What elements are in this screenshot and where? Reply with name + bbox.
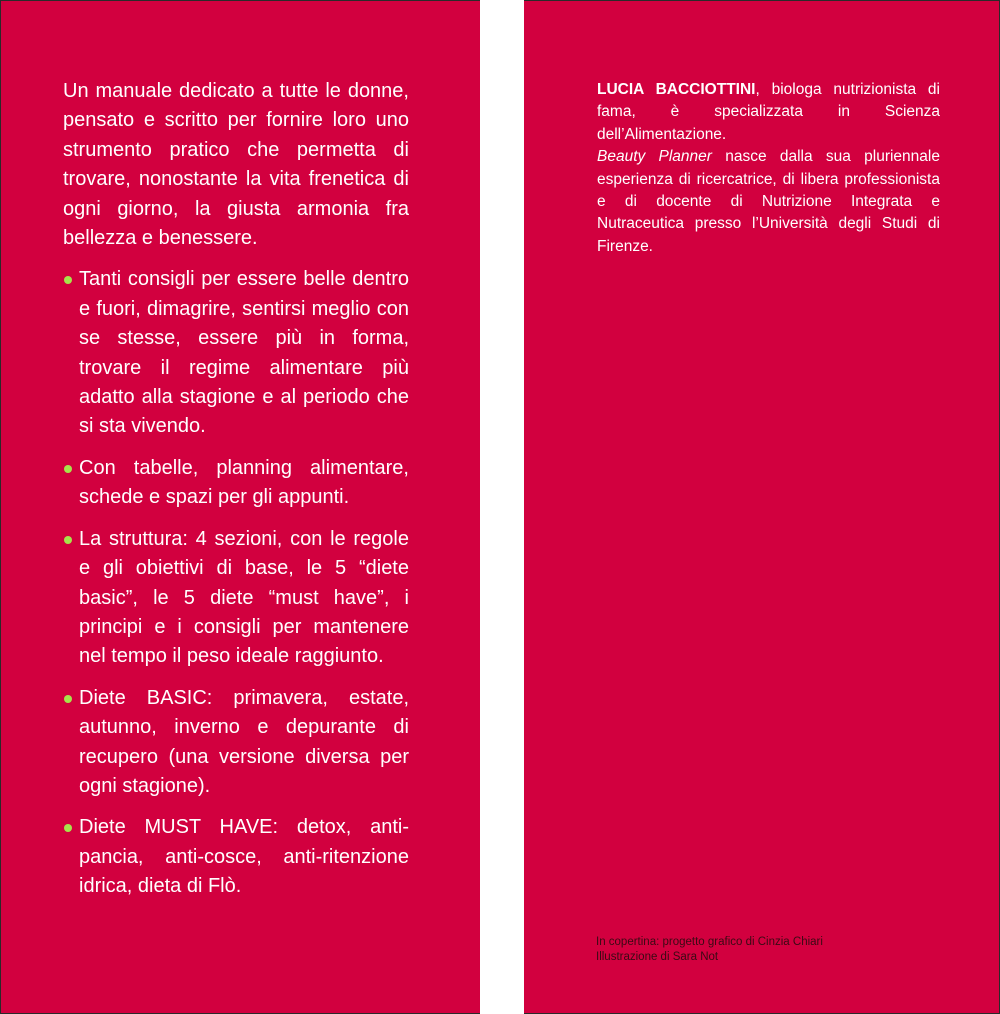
green-bullet-icon	[64, 465, 72, 473]
feature-list	[63, 265, 409, 901]
cover-credits	[596, 935, 823, 965]
back-flap	[524, 0, 1000, 1014]
author-bio-text: , biologa nutrizionista di fama, è specializzata in Scienza dell’Alimentazione.	[597, 81, 940, 143]
list-item-text: La struttura: 4 sezioni, con le regole e gli obiettivi di base, le 5 “diete basic”, le 5 diete “must have”, i principi e i consigli per mantenere nel tempo il peso ideale raggiunto.	[79, 527, 409, 668]
green-bullet-icon	[64, 536, 72, 544]
green-bullet-icon	[64, 695, 72, 703]
list-item-text: Diete BASIC: primavera, estate, autunno, inverno e depurante di recupero (una versione diversa per ogni stagione).	[79, 686, 409, 797]
list-item	[63, 525, 409, 672]
author-name: LUCIA BACCIOTTINI	[597, 81, 756, 98]
list-item-text: Diete MUST HAVE: detox, anti-pancia, anti-cosce, anti-ritenzione idrica, dieta di Flò.	[79, 816, 409, 898]
book-description: nasce dalla sua pluriennale esperienza di ricercatrice, di libera professionista e di docente di Nutrizione Integrata e Nutraceutica presso l’Università degli Studi di Firenze.	[597, 148, 940, 255]
green-bullet-icon	[64, 824, 72, 832]
front-flap	[0, 0, 480, 1014]
book-paragraph	[597, 146, 940, 258]
cover-credit: In copertina: progetto grafico di Cinzia Chiari	[596, 936, 823, 948]
author-bio	[597, 79, 940, 258]
list-item-text: Tanti consigli per essere belle dentro e fuori, dimagrire, sentirsi meglio con se stesse, essere più in forma, trovare il regime alimentare più adatto alla stagione e al periodo che si sta vivendo.	[79, 268, 409, 438]
front-flap-text	[63, 77, 409, 914]
list-item-text: Con tabelle, planning alimentare, schede e spazi per gli appunti.	[79, 456, 409, 509]
intro-paragraph: Un manuale dedicato a tutte le donne, pensato e scritto per fornire loro uno strumento pratico che permetta di trovare, nonostante la vita frenetica di ogni giorno, la giusta armonia fra bellezza e benessere.	[63, 80, 409, 250]
author-paragraph	[597, 79, 940, 146]
list-item	[63, 454, 409, 513]
list-item	[63, 813, 409, 901]
green-bullet-icon	[64, 276, 72, 284]
list-item	[63, 265, 409, 441]
book-title: Beauty Planner	[597, 148, 712, 166]
list-item	[63, 684, 409, 802]
illustration-credit: Illustrazione di Sara Not	[596, 951, 719, 963]
